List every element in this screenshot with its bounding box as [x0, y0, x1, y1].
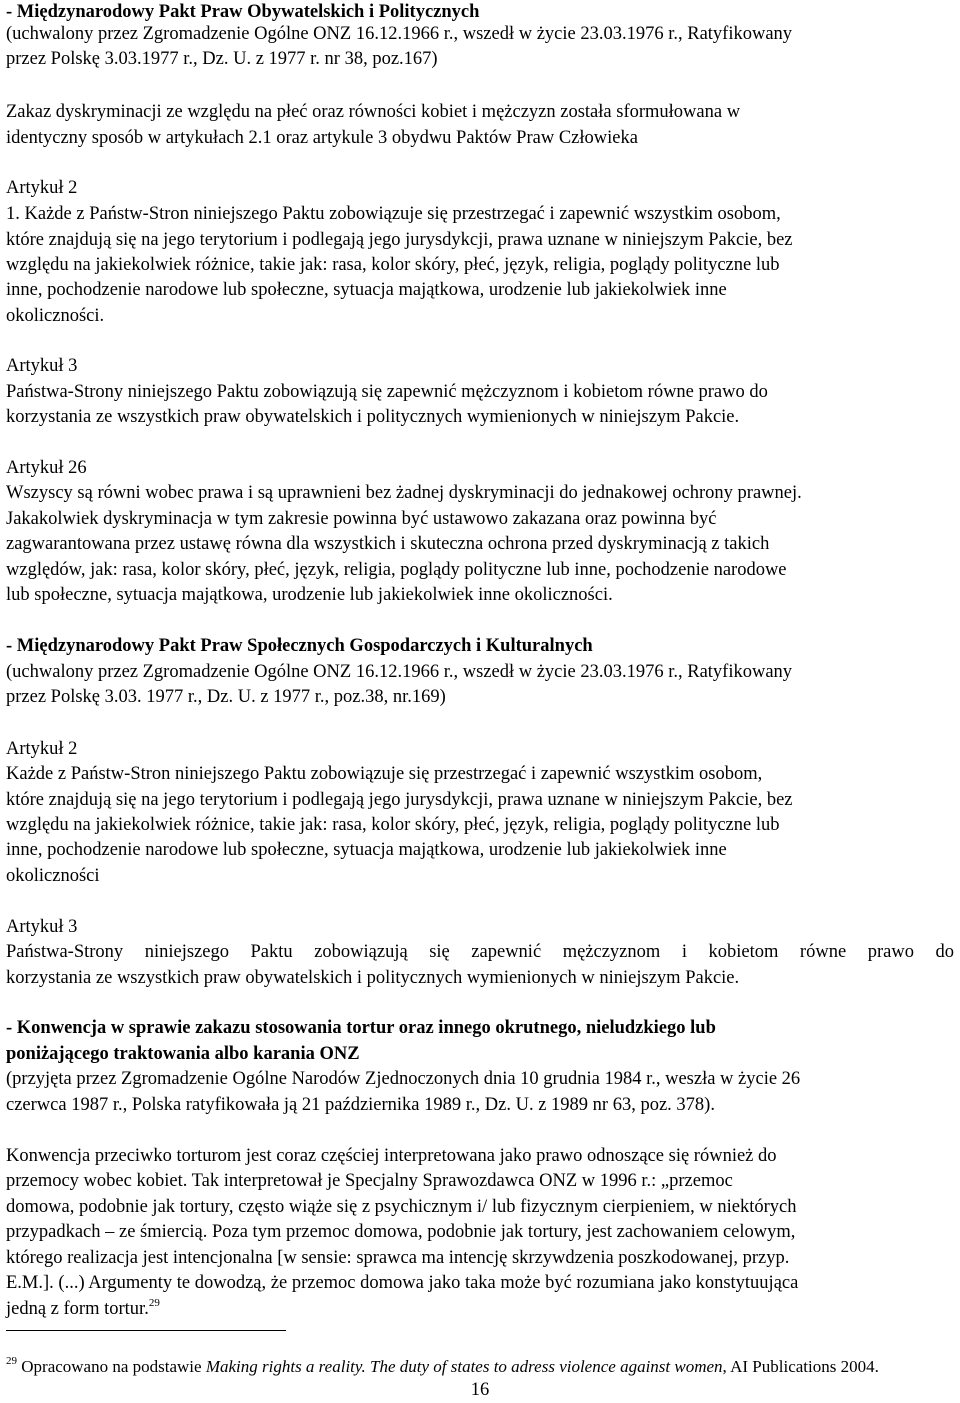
article-title: Artykuł 3 [6, 917, 78, 937]
section3-line: czerwca 1987 r., Polska ratyfikowała ją 21 października 1989 r., Dz. U. z 1989 nr 63, poz. 378). [6, 1095, 715, 1115]
article-line: okoliczności [6, 866, 100, 886]
article-title: Artykuł 2 [6, 739, 78, 759]
footnote-prefix: Opracowano na podstawie [21, 1357, 206, 1376]
footnote-reference[interactable]: 29 [148, 1297, 160, 1309]
commentary-line: Konwencja przeciwko torturom jest coraz częściej interpretowana jako prawo odnoszące się również do [6, 1146, 777, 1166]
commentary-line: przypadkach – ze śmiercią. Poza tym przemoc domowa, podobnie jak tortury, jest zachowaniem celowym, [6, 1222, 796, 1242]
article-line: które znajdują się na jego terytorium i podlegają jego jurysdykcji, prawa uznane w niniejszym Pakcie, bez [6, 230, 793, 250]
commentary-line: jedną z form tortur. [6, 1299, 149, 1319]
article-title: Artykuł 26 [6, 458, 87, 478]
article-line: korzystania ze wszystkich praw obywatelskich i politycznych wymienionych w niniejszym Pakcie. [6, 968, 740, 988]
article-line: Państwa-Strony niniejszego Paktu zobowiązują się zapewnić mężczyznom i kobietom równe prawo do [6, 942, 954, 962]
intro-line: identyczny sposób w artykułach 2.1 oraz artykule 3 obydwu Paktów Praw Człowieka [6, 128, 638, 148]
section1-line: (uchwalony przez Zgromadzenie Ogólne ONZ 16.12.1966 r., wszedł w życie 23.03.1976 r., Ratyfikowany [6, 24, 793, 44]
article-line: Każde z Państw-Stron niniejszego Paktu zobowiązuje się przestrzegać i zapewnić wszystkim osobom, [6, 764, 763, 784]
section3-heading: poniżającego traktowania albo karania ONZ [6, 1044, 360, 1064]
article-line: które znajdują się na jego terytorium i podlegają jego jurysdykcji, prawa uznane w niniejszym Pakcie, bez [6, 790, 793, 810]
footnote-suffix: , AI Publications 2004. [722, 1357, 879, 1376]
footnote [6, 1357, 879, 1377]
section2-line: przez Polskę 3.03. 1977 r., Dz. U. z 1977 r., poz.38, nr.169) [6, 687, 446, 707]
article-line: względu na jakiekolwiek różnice, takie jak: rasa, kolor skóry, płeć, język, religia, poglądy polityczne lub [6, 815, 780, 835]
article-line: inne, pochodzenie narodowe lub społeczne, sytuacja majątkowa, urodzenie lub jakiekolwiek inne [6, 840, 727, 860]
page-number: 16 [470, 1380, 490, 1400]
section2-line: (uchwalony przez Zgromadzenie Ogólne ONZ 16.12.1966 r., wszedł w życie 23.03.1976 r., Ratyfikowany [6, 662, 793, 682]
section3-heading: - Konwencja w sprawie zakazu stosowania tortur oraz innego okrutnego, nieludzkiego lub [6, 1018, 716, 1038]
article-line: Wszyscy są równi wobec prawa i są uprawnieni bez żadnej dyskryminacji do jednakowej ochrony prawnej. [6, 483, 802, 503]
footnote-number: 29 [6, 1355, 17, 1367]
intro-line: Zakaz dyskryminacji ze względu na płeć oraz równości kobiet i mężczyzn została sformułowana w [6, 102, 741, 122]
article-line: okoliczności. [6, 306, 105, 326]
footnote-source-title: Making rights a reality. The duty of states to adress violence against women [205, 1357, 723, 1376]
section1-line: przez Polskę 3.03.1977 r., Dz. U. z 1977 r. nr 38, poz.167) [6, 49, 438, 69]
article-title: Artykuł 3 [6, 356, 78, 376]
article-line: 1. Każde z Państw-Stron niniejszego Paktu zobowiązuje się przestrzegać i zapewnić wszystkim osobom, [6, 204, 781, 224]
section3-line: (przyjęta przez Zgromadzenie Ogólne Narodów Zjednoczonych dnia 10 grudnia 1984 r., weszła w życie 26 [6, 1069, 801, 1089]
commentary-line: E.M.]. (...) Argumenty te dowodzą, że przemoc domowa jako taka może być rozumiana jako konstytuująca [6, 1273, 799, 1293]
article-line: inne, pochodzenie narodowe lub społeczne, sytuacja majątkowa, urodzenie lub jakiekolwiek inne [6, 280, 727, 300]
article-line: zagwarantowana przez ustawę równa dla wszystkich i skuteczna ochrona przed dyskryminacją z takich [6, 534, 770, 554]
article-line: względów, jak: rasa, kolor skóry, płeć, język, religia, poglądy polityczne lub inne, pochodzenie narodowe [6, 560, 787, 580]
commentary-line: którego realizacja jest intencjonalna [w sensie: sprawca ma intencję skrzywdzenia poszkodowanej, przyp. [6, 1248, 790, 1268]
commentary-last-line [6, 1297, 160, 1324]
commentary-line: przemocy wobec kobiet. Tak interpretował je Specjalny Sprawozdawca ONZ w 1996 r.: „przemoc [6, 1171, 733, 1191]
article-line: lub społeczne, sytuacja majątkowa, urodzenie lub jakiekolwiek inne okoliczności. [6, 585, 613, 605]
article-line: Jakakolwiek dyskryminacja w tym zakresie powinna być ustawowo zakazana oraz powinna być [6, 509, 717, 529]
article-line: Państwa-Strony niniejszego Paktu zobowiązują się zapewnić mężczyznom i kobietom równe prawo do [6, 382, 768, 402]
article-title: Artykuł 2 [6, 178, 78, 198]
article-line: korzystania ze wszystkich praw obywatelskich i politycznych wymienionych w niniejszym Pakcie. [6, 407, 740, 427]
section2-heading: - Międzynarodowy Pakt Praw Społecznych Gospodarczych i Kulturalnych [6, 636, 593, 656]
section1-heading: - Międzynarodowy Pakt Praw Obywatelskich i Politycznych [6, 2, 480, 22]
footnote-divider [6, 1330, 286, 1331]
commentary-line: domowa, podobnie jak tortury, często wiąże się z psychicznym i/ lub fizycznym cierpieniem, w niektórych [6, 1197, 797, 1217]
article-line: względu na jakiekolwiek różnice, takie jak: rasa, kolor skóry, płeć, język, religia, poglądy polityczne lub [6, 255, 780, 275]
